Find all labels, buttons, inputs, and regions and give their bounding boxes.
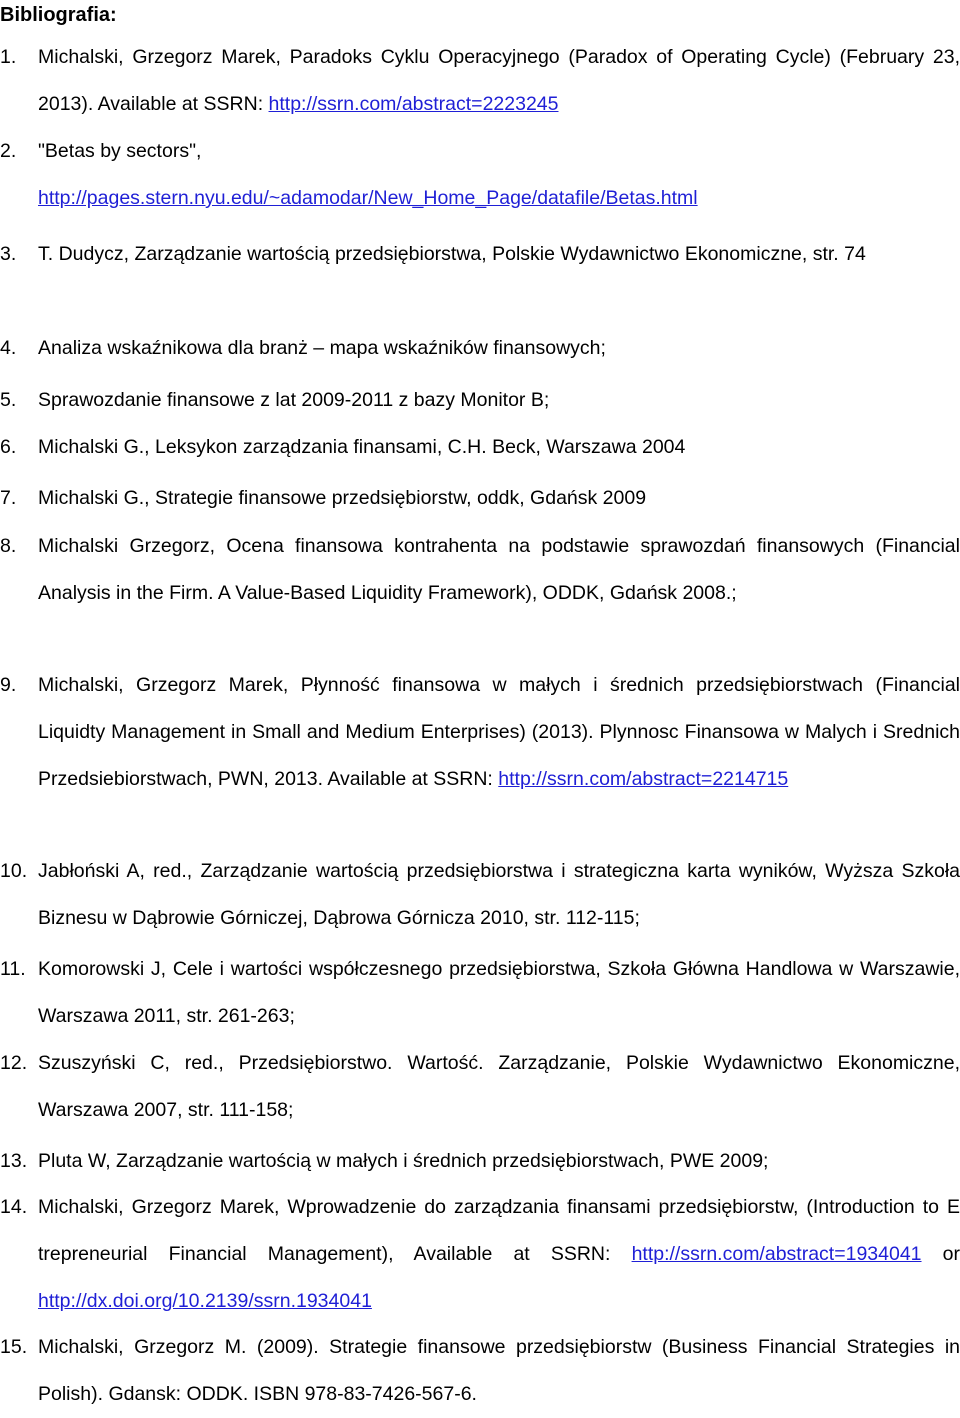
entry-text: Jabłoński A, red., Zarządzanie wartością przedsiębiorstwa i strategiczna karta wyników, Wyższa Szkoła Biznesu w Dąbrowie Górniczej, Dąbrowa Górnicza 2010, str. 112-115; — [38, 860, 960, 929]
entry-text: T. Dudycz, Zarządzanie wartością przedsiębiorstwa, Polskie Wydawnictwo Ekonomiczne, str. 74 — [38, 243, 866, 265]
entry-number: 8. — [0, 535, 17, 557]
entry-number: 7. — [0, 487, 17, 509]
entry-text: Komorowski J, Cele i wartości współczesnego przedsiębiorstwa, Szkoła Główna Handlowa w Warszawie, Warszawa 2011, str. 261-263; — [38, 958, 960, 1027]
bibliography-entry-13 — [0, 1138, 960, 1185]
entry-content — [38, 523, 960, 617]
entry-content — [38, 946, 960, 1040]
entry-content — [38, 424, 960, 471]
entry-text: Michalski, Grzegorz Marek, Paradoks Cyklu Operacyjnego (Paradox of Operating Cycle) (February 23, 2013). Available at SSRN: — [38, 46, 960, 115]
entry-content — [38, 377, 960, 424]
entry-content — [38, 848, 960, 942]
entry-text: Michalski, Grzegorz Marek, Płynność finansowa w małych i średnich przedsiębiorstwach (Financial Liquidty Management in Small and Medium Enterprises) (2013). Plynnosc Finansowa w Malych i Srednich Przedsiebiorstwach, PWN, 2013. Available at SSRN: — [38, 674, 960, 790]
entry-number: 5. — [0, 389, 17, 411]
entry-doi-link[interactable]: http://dx.doi.org/10.2139/ssrn.1934041 — [38, 1290, 372, 1312]
entry-number: 12. — [0, 1052, 28, 1074]
bibliography-entry-2 — [0, 128, 960, 222]
entry-content — [38, 34, 960, 128]
bibliography-entry-12 — [0, 1040, 960, 1134]
page-title: Bibliografia: — [0, 4, 117, 26]
entry-text: Szuszyński C, red., Przedsiębiorstwo. Wartość. Zarządzanie, Polskie Wydawnictwo Ekonomiczne, Warszawa 2007, str. 111-158; — [38, 1052, 960, 1121]
entry-number: 13. — [0, 1150, 28, 1172]
entry-content — [38, 475, 960, 522]
entry-number: 4. — [0, 337, 17, 359]
entry-content — [38, 1040, 960, 1134]
entry-text: Michalski, Grzegorz Marek, Wprowadzenie do zarządzania finansami przedsiębiorstw, (Introduction to E trepreneurial Financial Management), Available at SSRN: — [38, 1196, 960, 1265]
entry-number: 10. — [0, 860, 28, 882]
entry-content — [38, 231, 960, 278]
bibliography-entry-14 — [0, 1184, 960, 1325]
bibliography-entry-3 — [0, 231, 960, 278]
entry-link[interactable]: http://pages.stern.nyu.edu/~adamodar/New_Home_Page/datafile/Betas.html — [38, 187, 698, 209]
entry-link[interactable]: http://ssrn.com/abstract=2223245 — [268, 93, 559, 115]
entry-number: 1. — [0, 46, 17, 68]
bibliography-entry-15 — [0, 1324, 960, 1418]
entry-text: Pluta W, Zarządzanie wartością w małych i średnich przedsiębiorstwach, PWE 2009; — [38, 1150, 769, 1172]
entry-content — [38, 1138, 960, 1185]
entry-number: 2. — [0, 140, 17, 162]
entry-text: Analiza wskaźnikowa dla branż – mapa wskaźników finansowych; — [38, 337, 606, 359]
entry-link[interactable]: http://ssrn.com/abstract=1934041 — [631, 1243, 922, 1265]
entry-number: 15. — [0, 1336, 28, 1358]
bibliography-entry-4 — [0, 325, 960, 372]
entry-number: 9. — [0, 674, 17, 696]
entry-text: Michalski Grzegorz, Ocena finansowa kontrahenta na podstawie sprawozdań finansowych (Financial Analysis in the Firm. A Value-Based Liquidity Framework), ODDK, Gdańsk 2008.; — [38, 535, 960, 604]
entry-content — [38, 1184, 960, 1325]
entry-content — [38, 325, 960, 372]
bibliography-entry-7 — [0, 475, 960, 522]
entry-content — [38, 1324, 960, 1418]
bibliography-entry-9 — [0, 662, 960, 803]
entry-text: Michalski G., Strategie finansowe przedsiębiorstw, oddk, Gdańsk 2009 — [38, 487, 647, 509]
entry-text: Michalski G., Leksykon zarządzania finansami, C.H. Beck, Warszawa 2004 — [38, 436, 686, 458]
bibliography-entry-6 — [0, 424, 960, 471]
entry-text: Sprawozdanie finansowe z lat 2009-2011 z bazy Monitor B; — [38, 389, 550, 411]
entry-number: 3. — [0, 243, 17, 265]
entry-link[interactable]: http://ssrn.com/abstract=2214715 — [498, 768, 789, 790]
entry-text: "Betas by sectors", — [38, 140, 202, 162]
bibliography-entry-5 — [0, 377, 960, 424]
bibliography-entry-1 — [0, 34, 960, 128]
entry-number: 14. — [0, 1196, 28, 1218]
entry-content — [38, 662, 960, 803]
bibliography-entry-10 — [0, 848, 960, 942]
bibliography-entry-8 — [0, 523, 960, 617]
entry-number: 6. — [0, 436, 17, 458]
entry-content — [38, 128, 960, 222]
bibliography-entry-11 — [0, 946, 960, 1040]
entry-text: Michalski, Grzegorz M. (2009). Strategie finansowe przedsiębiorstw (Business Financial Strategies in Polish). Gdansk: ODDK. ISBN 978-83-7426-567-6. — [38, 1336, 960, 1405]
entry-connector: or — [921, 1243, 960, 1265]
entry-number: 11. — [0, 958, 26, 980]
